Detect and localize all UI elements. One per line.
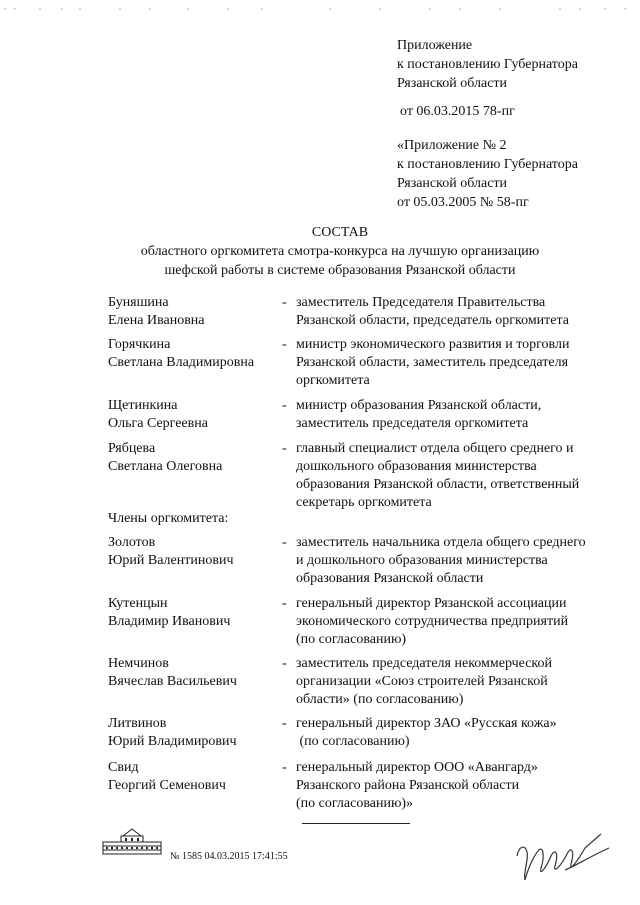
role-line: генеральный директор ООО «Авангард» (296, 760, 538, 775)
role-line: секретарь оргкомитета (296, 495, 432, 510)
person-role (296, 759, 626, 813)
person-role (296, 534, 626, 588)
title-subtitle: областного оргкомитета смотра-конкурса на лучшую организацию (140, 244, 540, 259)
person-role (296, 655, 626, 709)
person-role (296, 440, 626, 512)
header-date: от 05.03.2005 № 58-пг (397, 195, 529, 210)
given-names: Вячеслав Васильевич (108, 674, 237, 689)
given-names: Георгий Семенович (108, 778, 226, 793)
person-role (296, 397, 626, 433)
dash: - (282, 441, 287, 456)
role-line: и дошкольного образования министерства (296, 553, 548, 568)
header-line: Рязанской области (397, 176, 508, 191)
role-line: образования Рязанской области (296, 571, 484, 586)
role-line: Рязанской области, заместитель председателя (296, 355, 569, 370)
role-line: (по согласованию) (296, 632, 407, 647)
role-line: генеральный директор ЗАО «Русская кожа» (296, 716, 557, 731)
role-line: организации «Союз строителей Рязанской (296, 674, 548, 689)
role-line: министр образования Рязанской области, (296, 398, 542, 413)
role-line: (по согласованию) (296, 734, 410, 749)
given-names: Юрий Валентинович (108, 553, 234, 568)
closing-rule (302, 823, 410, 824)
role-line: заместитель начальника отдела общего среднего (296, 535, 586, 550)
title-subtitle: шефской работы в системе образования Рязанской области (164, 263, 516, 278)
appendix-header-2 (397, 136, 578, 212)
person-role (296, 715, 626, 751)
document-title (0, 223, 640, 280)
role-line: министр экономического развития и торговли (296, 337, 570, 352)
surname: Золотов (108, 535, 156, 550)
surname: Литвинов (108, 716, 167, 731)
role-line: Рязанской области, председатель оргкомитета (296, 313, 570, 328)
surname: Рябцева (108, 441, 156, 456)
role-line: заместитель председателя некоммерческой (296, 656, 552, 671)
dash: - (282, 656, 287, 671)
person-name (108, 294, 278, 330)
scan-artifact-dots (0, 6, 640, 12)
header-line: Приложение (397, 38, 473, 53)
role-line: экономического сотрудничества предприятий (296, 614, 569, 629)
given-names: Елена Ивановна (108, 313, 205, 328)
dash: - (282, 535, 287, 550)
appendix-header (397, 36, 578, 121)
role-line: генеральный директор Рязанской ассоциации (296, 596, 567, 611)
members-heading: Члены оргкомитета: (108, 511, 229, 526)
surname: Свид (108, 760, 139, 775)
dash: - (282, 295, 287, 310)
given-names: Светлана Владимировна (108, 355, 255, 370)
role-line: (по согласованию)» (296, 796, 414, 811)
person-name (108, 759, 278, 795)
person-name (108, 534, 278, 570)
registration-number: № 1585 04.03.2015 17:41:55 (170, 851, 288, 862)
person-name (108, 440, 278, 476)
surname: Немчинов (108, 656, 169, 671)
surname: Щетинкина (108, 398, 178, 413)
surname: Буняшина (108, 295, 169, 310)
given-names: Ольга Сергеевна (108, 416, 208, 431)
role-line: образования Рязанской области, ответственный (296, 477, 580, 492)
person-role (296, 595, 626, 649)
header-line: к постановлению Губернатора (397, 157, 578, 172)
role-line: оргкомитета (296, 373, 370, 388)
person-name (108, 397, 278, 433)
header-line: Рязанской области (397, 76, 508, 91)
person-name (108, 655, 278, 691)
role-line: области» (по согласованию) (296, 692, 464, 707)
dash: - (282, 398, 287, 413)
header-line: «Приложение № 2 (397, 138, 507, 153)
title-main: СОСТАВ (311, 225, 369, 240)
person-name (108, 336, 278, 372)
person-role (296, 336, 626, 390)
role-line: главный специалист отдела общего среднего и (296, 441, 574, 456)
role-line: заместитель председателя оргкомитета (296, 416, 529, 431)
dash: - (282, 716, 287, 731)
handwritten-signature (505, 826, 615, 891)
given-names: Владимир Иванович (108, 614, 231, 629)
person-name (108, 715, 278, 751)
surname: Горячкина (108, 337, 171, 352)
header-date: от 06.03.2015 78-пг (400, 104, 515, 119)
person-name (108, 595, 278, 631)
surname: Кутенцын (108, 596, 168, 611)
building-stamp-icon (101, 826, 163, 858)
role-line: Рязанского района Рязанской области (296, 778, 520, 793)
header-line: к постановлению Губернатора (397, 57, 578, 72)
given-names: Юрий Владимирович (108, 734, 237, 749)
person-role (296, 294, 626, 330)
dash: - (282, 760, 287, 775)
role-line: дошкольного образования министерства (296, 459, 537, 474)
role-line: заместитель Председателя Правительства (296, 295, 546, 310)
dash: - (282, 596, 287, 611)
dash: - (282, 337, 287, 352)
given-names: Светлана Олеговна (108, 459, 223, 474)
